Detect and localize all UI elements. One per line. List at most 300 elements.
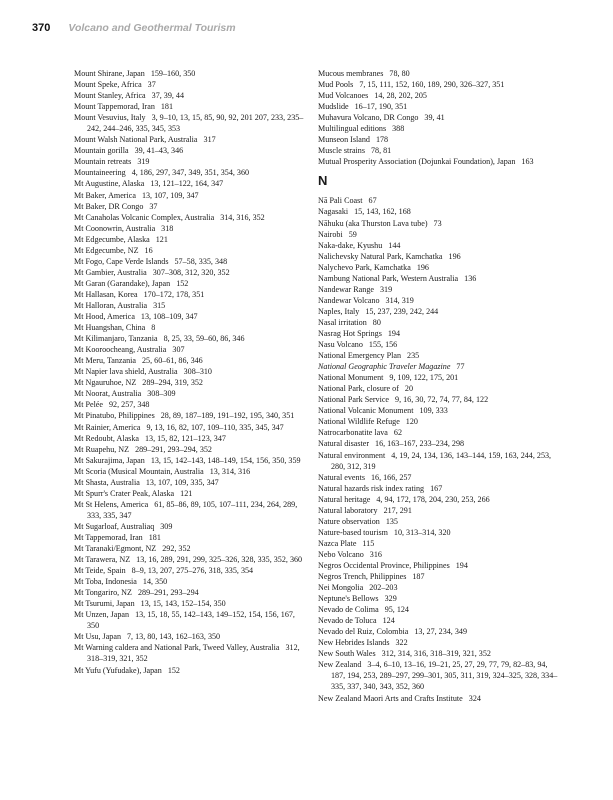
index-entry-pages: 13, 15, 143, 152–154, 350 [140,599,226,609]
index-entry-pages: 73 [433,218,442,228]
index-entry-pages: 312, 314, 316, 318–319, 321, 352 [381,649,491,659]
index-entry-term: Mt Canaholas Volcanic Complex, Australia [74,212,215,222]
index-entry-pages: 14, 350 [142,577,168,587]
index-entry [74,145,306,156]
index-entry-pages: 9, 16, 30, 72, 74, 77, 84, 122 [395,395,489,405]
index-entry-pages: 155, 156 [368,340,398,350]
index-entry-term: National Wildlife Refuge [318,417,400,427]
index-entry [318,450,558,472]
index-entry-pages: 28, 89, 187–189, 191–192, 195, 340, 351 [160,411,295,421]
index-entry-term: Natural hazards risk index rating [318,483,425,493]
index-entry-term: Mt Spurr's Crater Peak, Alaska [74,488,175,498]
index-section-n [318,195,558,703]
index-entry-pages: 15, 237, 239, 242, 244 [365,306,439,316]
index-entry-term: Nei Mongolia [318,583,364,593]
index-entry [318,317,558,328]
index-entry-term: Nevado de Toluca [318,616,377,626]
page-header [32,22,236,38]
index-entry-pages: 289–291, 293–294, 352 [135,444,212,454]
index-entry [74,377,306,388]
index-entry [318,306,558,317]
section-letter: N [318,173,328,189]
index-entry [318,582,558,593]
index-entry [318,195,558,206]
index-entry-term: Nasrag Hot Springs [318,328,382,338]
index-entry-term: Mt Unzen, Japan [74,610,130,620]
index-entry [74,499,306,521]
index-entry-pages: 121 [180,488,193,498]
index-entry [74,322,306,333]
index-entry-term: Mt Ngauruhoe, NZ [74,378,137,388]
index-entry-pages: 61, 85–86, 89, 105, 107–111, 234, 264, 289, 333, 335, 347 [87,499,298,520]
index-entry-pages: 318 [161,223,174,233]
index-entry-term: New Zealand Maori Arts and Crafts Institute [318,693,463,703]
index-entry-pages: 312, 318–319, 321, 352 [87,643,300,664]
index-entry [318,79,558,90]
index-entry-pages: 319 [137,157,150,167]
index-entry [74,333,306,344]
index-entry-pages: 314, 316, 352 [220,212,265,222]
index-entry [318,560,558,571]
index-entry [318,123,558,134]
index-entry-term: Nagasaki [318,207,349,217]
index-entry-pages: 80 [372,317,381,327]
index-entry [74,609,306,631]
index-entry [318,549,558,560]
index-entry-pages: 92, 257, 348 [109,400,150,410]
index-entry-pages: 322 [395,638,408,648]
index-entry-term: Mount Shirane, Japan [74,69,145,78]
index-entry-term: Mt Edgecumbe, NZ [74,245,139,255]
index-entry-term: Mt Baker, America [74,190,136,200]
index-entry-term: National Emergency Plan [318,351,402,361]
index-entry-term: Mt Kooroocheang, Australia [74,345,167,355]
index-entry-term: Mt Hood, America [74,312,135,322]
index-entry [318,68,558,79]
index-entry-term: Mt Rainier, America [74,422,141,432]
index-entry [318,427,558,438]
index-entry [318,90,558,101]
index-entry-term: National Park, closure of [318,384,399,394]
index-entry [318,505,558,516]
index-entry-pages: 59 [348,229,357,239]
index-entry [74,366,306,377]
index-entry-term: Mt Redoubt, Alaska [74,433,139,443]
index-entry-term: Nebo Volcano [318,549,364,559]
index-entry-term: Negros Occidental Province, Philippines [318,560,450,570]
index-entry [74,444,306,455]
index-entry-term: Nāhuku (aka Thurston Lava tube) [318,218,428,228]
index-entry-pages: 7, 13, 80, 143, 162–163, 350 [127,632,221,642]
index-entry-pages: 196 [448,251,461,261]
index-entry [74,256,306,267]
index-entry [318,593,558,604]
index-entry-term: Mt Tongariro, NZ [74,588,132,598]
index-entry-pages: 95, 124 [384,605,409,615]
index-entry-pages: 194 [455,560,468,570]
index-entry [318,206,558,217]
index-entry-term: Mt Kilimanjaro, Tanzania [74,334,158,344]
index-entry-term: Mt Napier lava shield, Australia [74,367,178,377]
index-entry [318,648,558,659]
index-entry [74,245,306,256]
index-entry-term: Natural disaster [318,439,370,449]
index-entry-pages: 25, 60–61, 86, 346 [142,356,203,366]
index-entry [74,565,306,576]
index-entry-term: Mt Hallasan, Korea [74,289,138,299]
index-entry-pages: 39, 41–43, 346 [134,146,184,156]
index-entry-pages: 319 [379,284,393,294]
index-entry-term: Muscle strains [318,146,365,156]
index-entry-pages: 13, 108–109, 347 [140,312,198,322]
index-entry-pages: 3, 9–10, 13, 15, 85, 90, 92, 201 207, 233, 235–242, 244–246, 335, 345, 353 [87,113,304,134]
index-entry [74,267,306,278]
index-entry-pages: 14, 28, 202, 205 [374,91,427,101]
index-entry-term: Mt Taranaki/Egmont, NZ [74,544,157,554]
index-entry-pages: 16 [144,245,153,255]
index-entry-pages: 292, 352 [162,544,191,554]
index-entry-term: Mount Stanley, Africa [74,91,146,101]
index-entry [74,79,306,90]
index-entry-pages: 15, 143, 162, 168 [354,207,411,217]
index-entry-term: Nandewar Volcano [318,295,380,305]
index-entry-pages: 8 [151,323,156,333]
index-entry [318,394,558,405]
index-entry [74,399,306,410]
index-entry-pages: 124 [382,616,395,626]
index-entry-pages: 217, 291 [383,505,412,515]
index-entry-term: Mount Tappemorad, Iran [74,102,155,112]
index-entry [318,494,558,505]
index-entry-term: Munseon Island [318,135,370,145]
index-entry-pages: 13, 107, 109, 335, 347 [145,477,219,487]
index-entry [318,273,558,284]
index-entry [74,344,306,355]
index-entry-term: Mt Garan (Garandake), Japan [74,278,171,288]
index-entry [74,665,306,676]
index-entry-pages: 289–294, 319, 352 [142,378,203,388]
index-entry-pages: 37, 39, 44 [151,91,185,101]
index-entry-term: Mt Warning caldera and National Park, Tweed Valley, Australia [74,643,280,653]
index-entry-pages: 121 [155,234,168,244]
index-entry [74,466,306,477]
index-entry [74,355,306,366]
index-entry-term: Naka-dake, Kyushu [318,240,383,250]
index-entry [318,472,558,483]
index-entry-term: Mud Pools [318,80,354,90]
index-entry-term: Mount Vesuvius, Italy [74,113,146,123]
index-entry [74,278,306,289]
index-entry-term: Mt Pelée [74,400,103,410]
index-entry-term: Nalichevsky Natural Park, Kamchatka [318,251,443,261]
index-entry [74,178,306,189]
index-entry-pages: 309 [160,521,173,531]
index-entry-term: Mt Meru, Tanzania [74,356,136,366]
index-entry [318,350,558,361]
index-entry-pages: 120 [405,417,418,427]
index-entry-term: National Monument [318,373,384,383]
index-entry-term: Natural environment [318,450,386,460]
index-entry-pages: 16, 166, 257 [370,472,412,482]
index-entry-term: New South Wales [318,649,376,659]
index-entry-term: Mt Noorat, Australia [74,389,142,399]
index-entry-term: Nalychevo Park, Kamchatka [318,262,411,272]
index-entry-pages: 159–160, 350 [150,69,196,78]
index-entry-pages: 307–308, 312, 320, 352 [152,267,230,277]
index-entry-term: Mt Sakurajima, Japan [74,455,145,465]
index-entry [74,190,306,201]
index-entry-term: Mutual Prosperity Association (Dojunkai Foundation), Japan [318,157,516,167]
index-entry-term: Nambung National Park, Western Australia [318,273,459,283]
index-entry-term: National Park Service [318,395,390,405]
index-entry-pages: 9, 109, 122, 175, 201 [389,373,459,383]
index-entry [74,477,306,488]
index-entry [318,134,558,145]
index-entry-pages: 194 [387,328,400,338]
index-entry [318,659,558,692]
index-entry-pages: 196 [416,262,429,272]
index-entry [74,521,306,532]
index-entry-pages: 235 [407,351,420,361]
index-entry-pages: 13, 107, 109, 347 [141,190,199,200]
index-entry-term: Nevado del Ruiz, Colombia [318,627,409,637]
index-entry-pages: 16–17, 190, 351 [354,102,408,112]
index-entry-term: Negros Trench, Philippines [318,572,407,582]
index-entry [318,693,558,704]
index-entry-pages: 324 [468,693,481,703]
index-entry-term: National Volcanic Monument [318,406,414,416]
index-entry-term: Mt Huangshan, China [74,323,146,333]
index-entry-term: Mt St Helens, America [74,499,149,509]
index-entry [74,112,306,134]
index-entry [318,637,558,648]
index-entry-term: Natural laboratory [318,505,378,515]
index-entry [318,145,558,156]
index-entry-pages: 135 [385,516,398,526]
index-entry-pages: 78, 80 [389,69,410,78]
index-entry-term: Mt Augustine, Alaska [74,179,145,189]
index-entry-term: Nature-based tourism [318,527,388,537]
index-entry-term: Mt Ruapehu, NZ [74,444,130,454]
index-entry-term: Nazca Plate [318,538,357,548]
index-entry-term: Mountain gorilla [74,146,129,156]
index-entry [74,488,306,499]
index-entry-pages: 315 [153,300,166,310]
index-entry [318,416,558,427]
index-entry [318,229,558,240]
index-entry-term: Natural heritage [318,494,371,504]
index-entry-pages: 3–4, 6–10, 13–16, 19–21, 25, 27, 29, 77, 79, 82–83, 94, 187, 194, 253, 289–297, 299–301, 305, 311, 319, 324–325, 328, 334–335, 337, 340, 343, 352, 360 [331,660,558,692]
index-entry-term: Nasal irritation [318,317,367,327]
index-entry-pages: 8, 25, 33, 59–60, 86, 346 [163,334,245,344]
index-entry [74,167,306,178]
running-title: Volcano and Geothermal Tourism [68,22,236,34]
index-entry-pages: 388 [392,124,405,134]
index-entry-term: Mt Sugarloaf, Australiaq [74,521,155,531]
index-entry-pages: 20 [404,384,414,394]
index-entry [318,295,558,306]
index-entry-pages: 8–9, 13, 207, 275–276, 318, 335, 354 [131,566,254,576]
index-entry-term: Mud Volcanoes [318,91,369,101]
index-entry-term: Multilingual editions [318,124,387,134]
index-entry [74,101,306,112]
index-entry-term: Nā Pali Coast [318,196,363,206]
index-entry [318,251,558,262]
index-entry [318,615,558,626]
index-entry-term: Mt Coonowrin, Australia [74,223,156,233]
index-entry-pages: 67 [368,196,377,206]
index-entry [74,388,306,399]
index-entry-term: Mt Teide, Spain [74,566,126,576]
index-entry-term: Mt Pinatubo, Philippines [74,411,155,421]
index-entry [318,571,558,582]
index-entry-pages: 167 [430,483,443,493]
index-entry-term: Mt Toba, Indonesia [74,577,137,587]
index-entry-pages: 115 [362,538,375,548]
index-entry-term: Neptune's Bellows [318,594,379,604]
index-entry-term: Mountain retreats [74,157,132,167]
index-entry-term: Nevado de Colima [318,605,379,615]
index-entry-pages: 13, 314, 316 [209,466,251,476]
index-entry-pages: 13, 121–122, 164, 347 [150,179,224,189]
index-entry-pages: 77 [456,362,465,372]
index-entry-pages: 7, 15, 111, 152, 160, 189, 290, 326–327, 351 [359,80,505,90]
index-entry-term: Natrocarbonatite lava [318,428,388,438]
index-entry [74,410,306,421]
index-entry [74,598,306,609]
index-entry-term: Nandewar Range [318,284,374,294]
index-section-m [318,68,558,167]
index-entry-term: Mt Tappemorad, Iran [74,532,143,542]
index-entry-term: New Zealand [318,660,362,670]
index-entry [318,527,558,538]
index-entry-pages: 144 [388,240,401,250]
index-entry-pages: 9, 13, 16, 82, 107, 109–110, 335, 345, 347 [146,422,284,432]
index-entry-pages: 289–291, 293–294 [137,588,199,598]
index-entry [74,212,306,223]
index-entry [74,156,306,167]
index-entry [74,433,306,444]
index-entry-pages: 181 [148,532,161,542]
index-entry [74,455,306,466]
index-entry-term: Naples, Italy [318,306,360,316]
index-entry-term: New Hebrides Islands [318,638,390,648]
index-entry-term: Mt Tarawera, NZ [74,555,131,565]
index-entry-term: Mt Gambier, Australia [74,267,147,277]
index-entry [74,543,306,554]
index-entry [318,284,558,295]
index-entry-term: Mount Walsh National Park, Australia [74,135,198,145]
index-entry-pages: 37 [149,201,158,211]
index-entry [74,201,306,212]
index-entry-term: Nasu Volcano [318,340,363,350]
index-entry-term: Natural events [318,472,365,482]
index-entry-pages: 4, 186, 297, 347, 349, 351, 354, 360 [131,168,250,178]
index-entry-pages: 316 [369,549,382,559]
index-entry [318,339,558,350]
index-entry-term: Muhavura Volcano, DR Congo [318,113,419,123]
index-entry-pages: 314, 319 [385,295,414,305]
index-column-left [74,68,306,676]
index-entry [318,112,558,123]
index-entry [74,300,306,311]
index-entry [74,532,306,543]
index-entry [74,631,306,642]
index-entry [74,587,306,598]
index-entry [74,223,306,234]
index-entry [318,240,558,251]
index-entry [318,516,558,527]
index-entry [74,134,306,145]
index-entry-pages: 62 [393,428,402,438]
page-number: 370 [32,22,51,34]
index-entry-term: Mt Fogo, Cape Verde Islands [74,256,169,266]
index-entry [318,372,558,383]
index-entry-pages: 317 [203,135,216,145]
index-entry [318,328,558,339]
index-entry-pages: 136 [464,273,477,283]
index-entry-term: Mountaineering [74,168,126,178]
index-entry [318,483,558,494]
index-entry [74,576,306,587]
index-entry-pages: 57–58, 335, 348 [174,256,228,266]
index-entry-pages: 308–310 [183,367,212,377]
index-entry-term: National Geographic Traveler Magazine [318,362,451,372]
index-entry-term: Mt Tsurumi, Japan [74,599,135,609]
index-entry-pages: 39, 41 [424,113,445,123]
index-entry-pages: 10, 313–314, 320 [393,527,451,537]
index-entry-pages: 170–172, 178, 351 [143,289,205,299]
index-entry [318,604,558,615]
index-entry-term: Mt Shasta, Australia [74,477,140,487]
index-entry-pages: 78, 81 [370,146,392,156]
index-entry-pages: 16, 163–167, 233–234, 298 [375,439,465,449]
index-entry-term: Nature observation [318,516,380,526]
index-entry-pages: 329 [384,594,397,604]
index-entry-pages: 13, 15, 142–143, 148–149, 154, 156, 350, 359 [150,455,301,465]
index-entry [318,383,558,394]
index-entry [318,538,558,549]
index-entry-pages: 152 [167,665,180,675]
index-entry [74,554,306,565]
index-entry-pages: 109, 333 [419,406,448,416]
index-entry-pages: 4, 94, 172, 178, 204, 230, 253, 266 [376,494,490,504]
index-entry [74,289,306,300]
index-entry [318,361,558,372]
index-entry-term: Mt Usu, Japan [74,632,121,642]
index-entry-pages: 178 [375,135,389,145]
index-entry [318,405,558,416]
index-entry [318,101,558,112]
index-entry-pages: 307 [172,345,185,355]
index-entry-pages: 13, 15, 18, 55, 142–143, 149–152, 154, 156, 167, 350 [87,610,295,631]
index-entry-term: Mudslide [318,102,349,112]
index-entry [74,234,306,245]
index-entry [318,626,558,637]
index-entry [74,68,306,79]
index-entry [74,642,306,664]
index-entry-term: Nairobi [318,229,343,239]
index-entry-pages: 163 [521,157,534,167]
index-column-right [318,68,558,704]
index-entry-pages: 308–309 [147,389,176,399]
index-entry-term: Mount Speke, Africa [74,80,142,90]
index-entry-term: Mt Edgecumbe, Alaska [74,234,150,244]
index-entry [74,422,306,433]
index-entry-term: Mucous membranes [318,69,384,78]
index-entry-term: Mt Baker, DR Congo [74,201,144,211]
index-entry [318,438,558,449]
